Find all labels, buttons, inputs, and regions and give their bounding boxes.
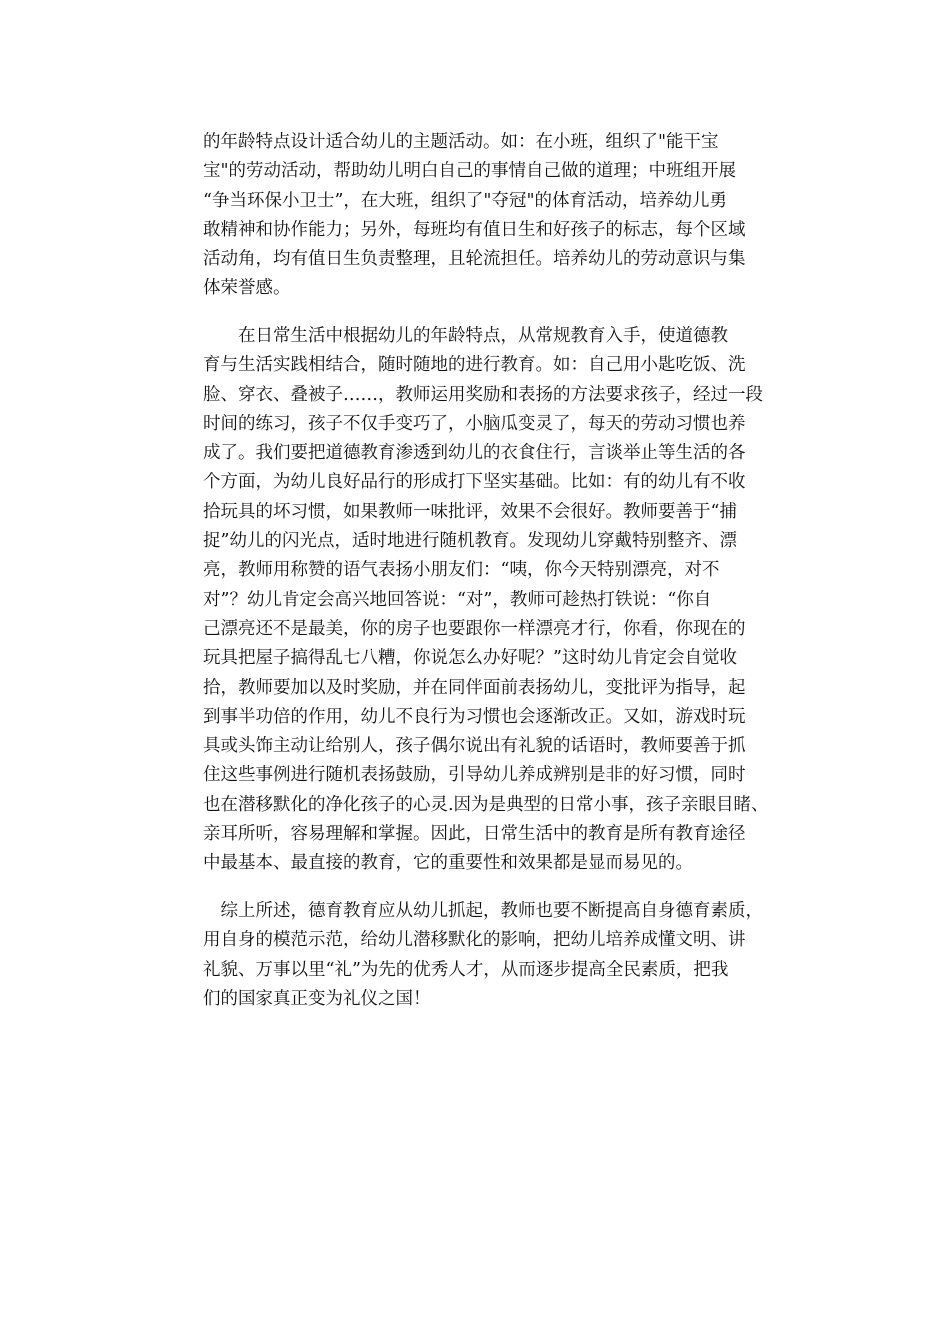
text-line: 育与生活实践相结合，随时随地的进行教育。如：自己用小匙吃饭、洗 <box>203 355 746 376</box>
text-line: 敢精神和协作能力；另外，每班均有值日生和好孩子的标志，每个区域 <box>203 219 746 240</box>
text-line: 们的国家真正变为礼仪之国！ <box>203 988 431 1009</box>
text-line: 对”？幼儿肯定会高兴地回答说：“对”，教师可趁热打铁说：“你自 <box>203 589 712 610</box>
paragraph-daily-life-education <box>203 322 823 879</box>
text-line: 拾，教师要加以及时奖励，并在同伴面前表扬幼儿，变批评为指导，起 <box>203 677 746 698</box>
text-line: 个方面，为幼儿良好品行的形成打下坚实基础。比如：有的幼儿有不收 <box>203 472 746 493</box>
text-line: 中最基本、最直接的教育，它的重要性和效果都是显而易见的。 <box>203 853 693 874</box>
text-line: 脸、穿衣、叠被子……，教师运用奖励和表扬的方法要求孩子，经过一段 <box>203 384 763 405</box>
text-line: 礼貌、万事以里“礼”为先的优秀人才，从而逐步提高全民素质，把我 <box>203 959 729 980</box>
text-line: 也在潜移默化的净化孩子的心灵.因为是典型的日常小事，孩子亲眼目睹、 <box>203 794 769 815</box>
text-line: 到事半功倍的作用，幼儿不良行为习惯也会逐渐改正。又如，游戏时玩 <box>203 706 746 727</box>
text-line: 用自身的模范示范，给幼儿潜移默化的影响，把幼儿培养成懂文明、讲 <box>203 930 746 951</box>
paragraph-conclusion <box>203 897 823 1014</box>
text-line: 在日常生活中根据幼儿的年龄特点，从常规教育入手，使道德教 <box>203 326 728 346</box>
text-line: 住这些事例进行随机表扬鼓励，引导幼儿养成辨别是非的好习惯，同时 <box>203 765 746 786</box>
text-line: 体荣誉感。 <box>203 278 291 299</box>
text-line: 的年龄特点设计适合幼儿的主题活动。如：在小班，组织了"能干宝 <box>203 132 719 152</box>
text-line: 活动角，均有值日生负责整理，且轮流担任。培养幼儿的劳动意识与集 <box>203 249 746 270</box>
text-line: 拾玩具的坏习惯，如果教师一味批评，效果不会很好。教师要善于“捕 <box>203 501 737 522</box>
text-line: 玩具把屋子搞得乱七八糟，你说怎么办好呢？”这时幼儿肯定会自觉收 <box>203 648 737 669</box>
text-line: 亮，教师用称赞的语气表扬小朋友们：“咦，你今天特别漂亮，对不 <box>203 560 720 581</box>
text-line: 捉”幼儿的闪光点，适时地进行随机教育。发现幼儿穿戴特别整齐、漂 <box>203 531 737 552</box>
text-line: 亲耳所听，容易理解和掌握。因此，日常生活中的教育是所有教育途径 <box>203 824 746 845</box>
text-line: 具或头饰主动让给别人，孩子偶尔说出有礼貌的话语时，教师要善于抓 <box>203 736 746 757</box>
text-line: 综上所述，德育教育应从幼儿抓起，教师也要不断提高自身德育素质， <box>203 901 763 921</box>
text-line: 宝"的劳动活动，帮助幼儿明白自己的事情自己做的道理；中班组开展 <box>203 161 737 182</box>
text-line: 成了。我们要把道德教育渗透到幼儿的衣食住行，言谈举止等生活的各 <box>203 443 746 464</box>
text-line: 时间的练习，孩子不仅手变巧了，小脑瓜变灵了，每天的劳动习惯也养 <box>203 413 746 434</box>
paragraph-theme-activities <box>203 128 823 304</box>
text-line: 己漂亮还不是最美，你的房子也要跟你一样漂亮才行，你看，你现在的 <box>203 618 746 639</box>
text-line: “争当环保小卫士”，在大班，组织了"夺冠"的体育活动，培养幼儿勇 <box>203 190 727 211</box>
